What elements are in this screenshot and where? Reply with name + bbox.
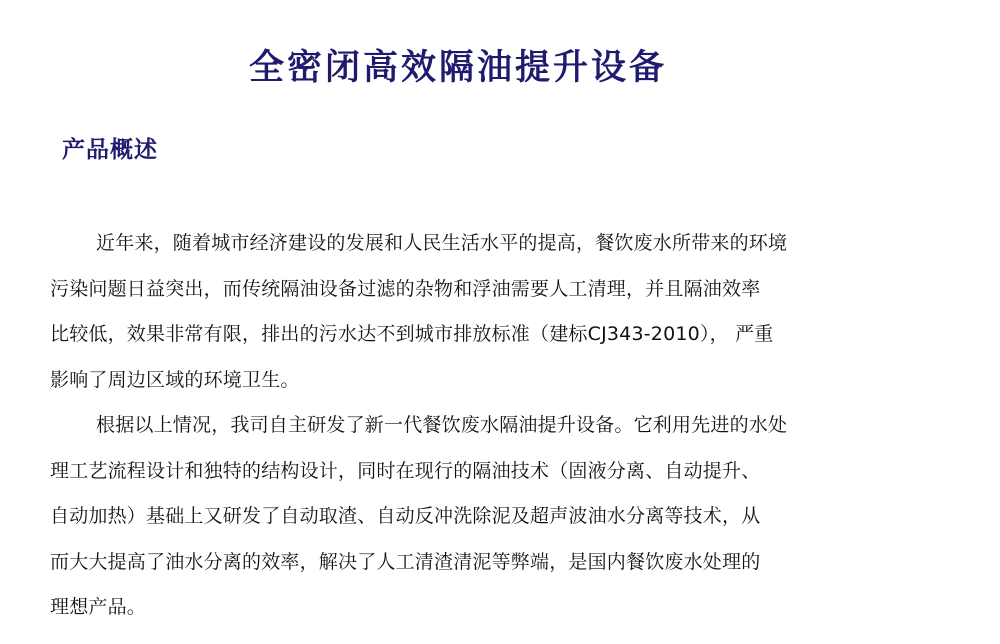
text-line: 近年来，随着城市经济建设的发展和人民生活水平的提高，餐饮废水所带来的环境 [96,232,788,254]
section-heading: 产品概述 [62,137,158,163]
body-text [50,225,950,635]
paragraph-overview [50,225,950,407]
text-line: 而大大提高了油水分离的效率，解决了人工清渣清泥等弊端，是国内餐饮废水处理的 [50,550,761,573]
text-line: 理工艺流程设计和独特的结构设计，同时在现行的隔油技术（固液分离、自动提升、 [50,459,761,482]
text-line: 比较低，效果非常有限，排出的污水达不到城市排放标准（建标CJ343-2010）， 严重 [50,323,774,345]
text-line: 理想产品。 [50,596,147,618]
text-line: 根据以上情况，我司自主研发了新一代餐饮废水隔油提升设备。它利用先进的水处 [96,414,788,436]
text-line: 自动加热）基础上又研发了自动取渣、自动反冲洗除泥及超声波油水分离等技术，从 [50,505,761,527]
paragraph-product [50,407,950,635]
document-title: 全密闭高效隔油提升设备 [248,48,667,88]
text-line: 影响了周边区域的环境卫生。 [50,368,300,391]
text-line: 污染问题日益突出，而传统隔油设备过滤的杂物和浮油需要人工清理，并且隔油效率 [50,277,761,300]
